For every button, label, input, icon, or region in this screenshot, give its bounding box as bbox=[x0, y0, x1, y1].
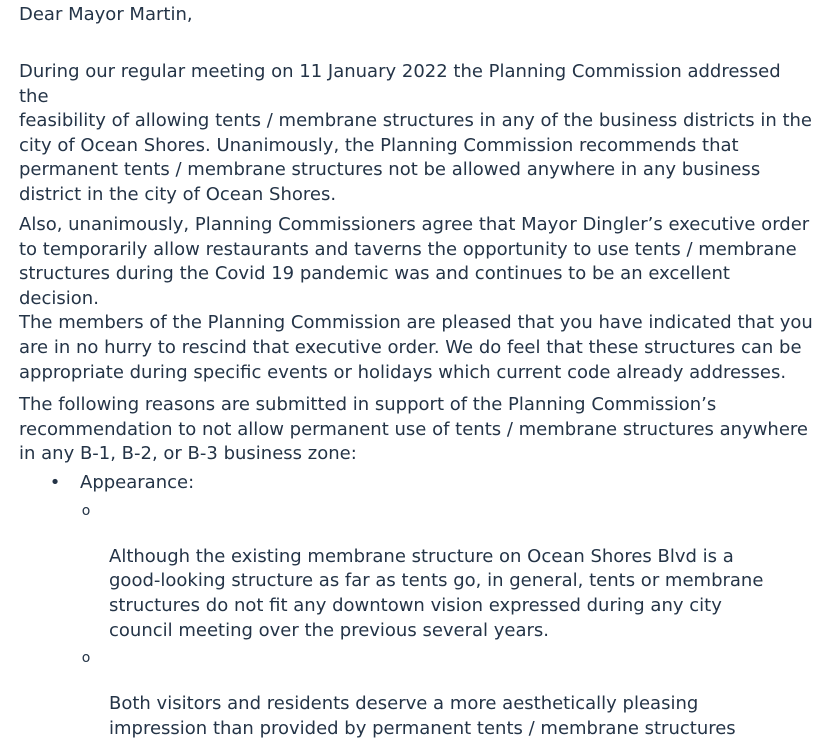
circle-bullet-icon: o bbox=[81, 650, 91, 667]
reasons-list bbox=[48, 471, 814, 742]
reason-appearance bbox=[48, 471, 814, 496]
paragraph-feasibility: During our regular meeting on 11 January 2022 the Planning Commission addressed the feasibility of allowing tents / membrane structures in any of the business districts in the city of Ocean Shores. Unanimously, the Planning Commission recommends that permanent tents / membrane structures not be allowed anywhere in any business district in the city of Ocean Shores. bbox=[19, 61, 812, 205]
sub-list bbox=[48, 496, 814, 742]
reason-label: Appearance: bbox=[80, 472, 195, 493]
reason-appearance-points bbox=[48, 496, 814, 742]
sub-point bbox=[48, 643, 814, 741]
sub-point-text: Although the existing membrane structure on Ocean Shores Blvd is a good-looking structure as far as tents go, in general, tents or membrane structures do not fit any downtown vision expressed during any city council meeting over the previous several years. bbox=[109, 545, 764, 641]
circle-bullet-icon: o bbox=[81, 502, 91, 519]
salutation: Dear Mayor Martin, bbox=[19, 4, 193, 25]
paragraph-executive-order: Also, unanimously, Planning Commissioners agree that Mayor Dingler’s executive order to temporarily allow restaurants and taverns the opportunity to use tents / membrane structures during the Covid 19 pandemic was and continues to be an excellent decision. The members of the Planning Commission are pleased that you have indicated that you are in no hurry to rescind that executive order. We do feel that these structures can be appropriate during specific events or holidays which current code already addresses. bbox=[19, 214, 813, 383]
paragraph-reasons-intro: The following reasons are submitted in support of the Planning Commission’s recommendation to not allow permanent use of tents / membrane structures anywhere in any B-1, B-2, or B-3 business zone: bbox=[19, 394, 808, 465]
sub-point bbox=[48, 496, 814, 644]
sub-point-text: Both visitors and residents deserve a more aesthetically pleasing impression than provided by permanent tents / membrane structures bbox=[109, 693, 736, 739]
bullet-icon: • bbox=[49, 472, 61, 493]
